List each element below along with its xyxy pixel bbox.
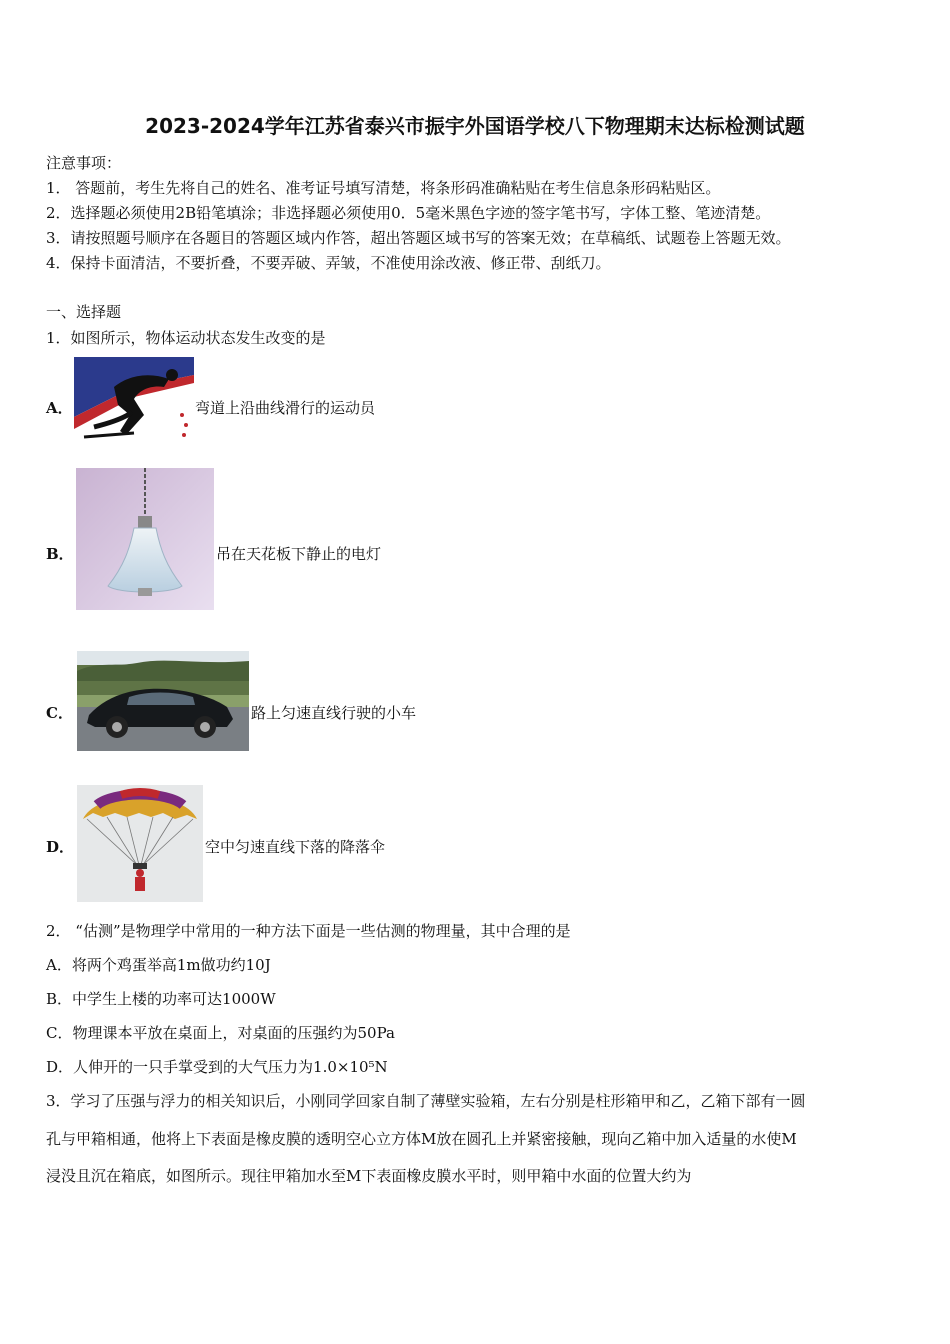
- question-2-option: D．人伸开的一只手掌受到的大气压力为1.0×10⁵N: [46, 1058, 388, 1076]
- notice-item: 3．请按照题号顺序在各题目的答题区域内作答，超出答题区域书写的答案无效；在草稿纸、试题卷上答题无效。: [46, 229, 791, 247]
- option-a-letter: A．: [46, 399, 73, 417]
- notice-heading: 注意事项：: [46, 154, 122, 172]
- question-2-option: C．物理课本平放在桌面上，对桌面的压强约为50Pa: [46, 1024, 395, 1042]
- question-2-option: A．将两个鸡蛋举高1m做功约10J: [46, 956, 271, 974]
- question-3-line: 浸没且沉在箱底，如图所示。现往甲箱加水至M下表面橡皮膜水平时，则甲箱中水面的位置大约为: [46, 1167, 692, 1185]
- question-2-stem: 2． “估测”是物理学中常用的一种方法下面是一些估测的物理量，其中合理的是: [46, 922, 571, 940]
- option-b-letter: B．: [46, 545, 74, 563]
- option-d-text: 空中匀速直线下落的降落伞: [205, 838, 386, 856]
- question-3-line: 3．学习了压强与浮力的相关知识后，小刚同学回家自制了薄壁实验箱，左右分别是柱形箱甲和乙，乙箱下部有一圆: [46, 1092, 806, 1110]
- notice-item: 4．保持卡面清洁，不要折叠，不要弄破、弄皱，不准使用涂改液、修正带、刮纸刀。: [46, 254, 611, 272]
- option-d-letter: D．: [46, 838, 75, 856]
- notice-item: 1． 答题前，考生先将自己的姓名、准考证号填写清楚，将条形码准确粘贴在考生信息条形码粘贴区。: [46, 179, 721, 197]
- page-title: 2023-2024学年江苏省泰兴市振宇外国语学校八下物理期末达标检测试题: [145, 114, 805, 138]
- question-1-stem: 1．如图所示，物体运动状态发生改变的是: [46, 329, 326, 347]
- option-b-text: 吊在天花板下静止的电灯: [216, 545, 382, 563]
- speed-skater-image: [74, 357, 194, 445]
- section-heading: 一、选择题: [46, 303, 122, 321]
- question-3-line: 孔与甲箱相通，他将上下表面是橡皮膜的透明空心立方体M放在圆孔上并紧密接触，现向乙箱中加入适量的水使M: [46, 1130, 797, 1148]
- option-c-letter: C．: [46, 704, 73, 722]
- pendant-lamp-image: [76, 468, 214, 610]
- question-2-option: B．中学生上楼的功率可达1000W: [46, 990, 276, 1008]
- parachute-image: [77, 785, 203, 902]
- car-image: [77, 651, 249, 751]
- option-c-text: 路上匀速直线行驶的小车: [251, 704, 417, 722]
- option-a-text: 弯道上沿曲线滑行的运动员: [195, 399, 376, 417]
- notice-item: 2．选择题必须使用2B铅笔填涂；非选择题必须使用0．5毫米黑色字迹的签字笔书写，字体工整、笔迹清楚。: [46, 204, 771, 222]
